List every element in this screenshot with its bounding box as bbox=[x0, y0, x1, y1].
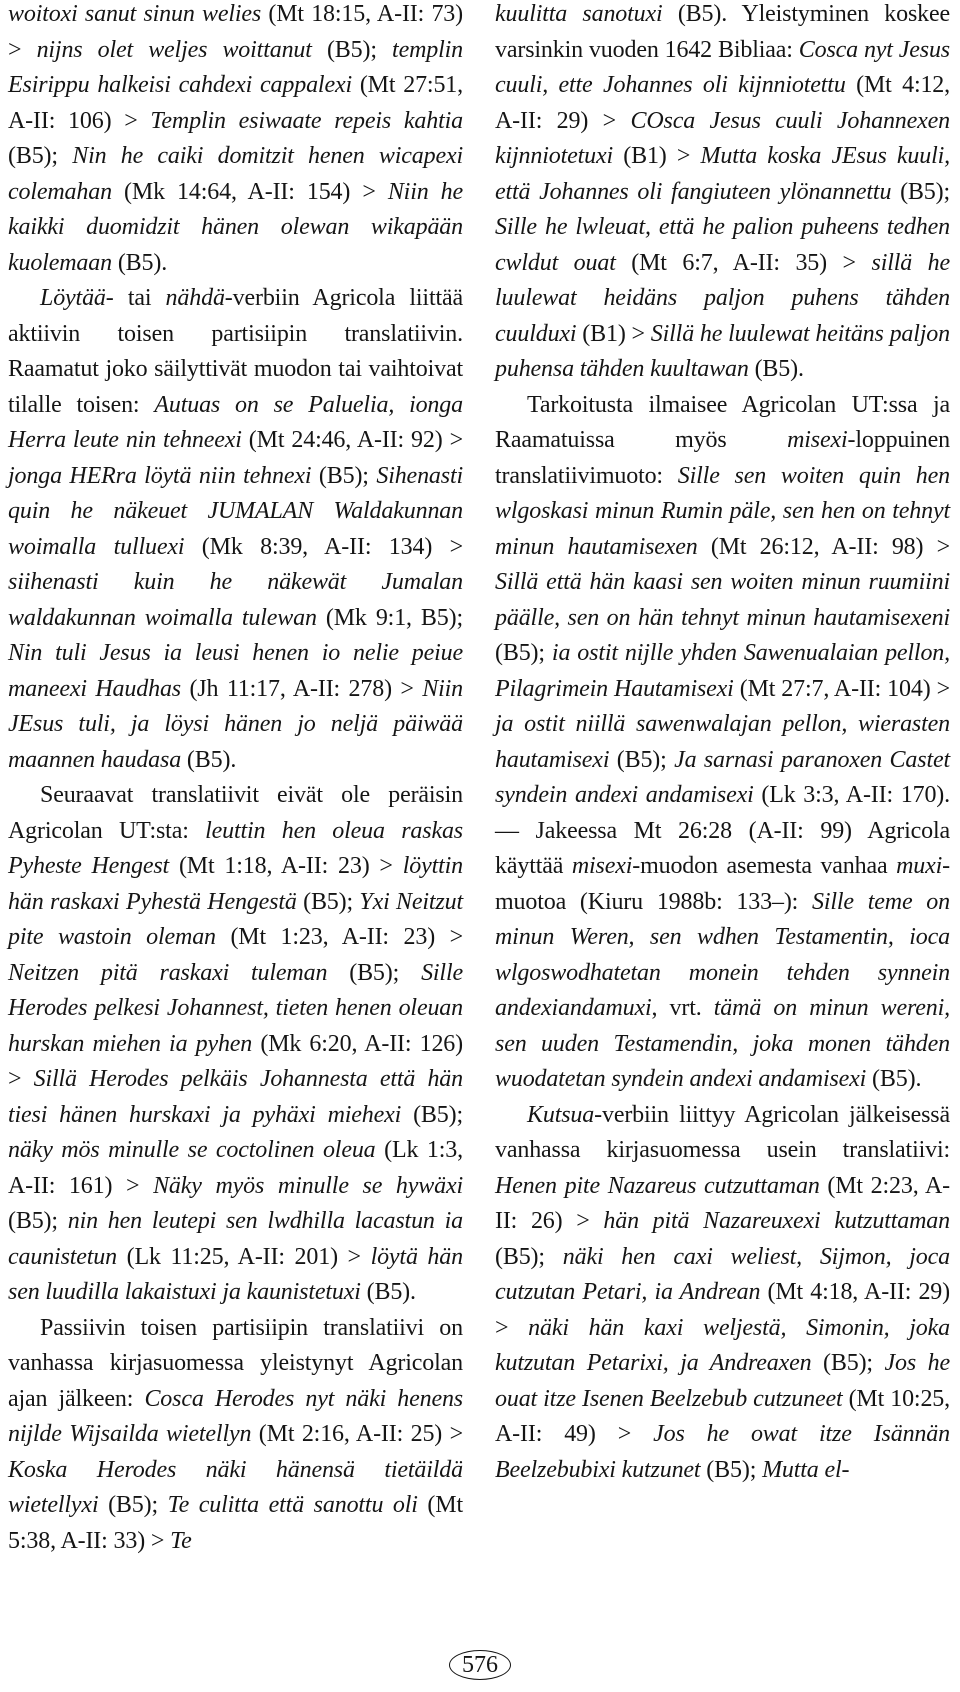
paragraph: woitoxi sanut sinun welies (Mt 18:15, A-II: 73) > nijns olet weljes woittanut (B5); templin Esirippu halkeisi cahdexi cappalexi (Mt 27:51, A-II: 106) > Templin esiwaate repeis kahtia (B5); Nin he caiki domitzit henen wicapexi colemahan (Mk 14:64, A-II: 154) > Niin he kaikki duomidzit hänen olewan wikapään kuolemaan (B5). bbox=[8, 1, 463, 276]
paragraph: kuulitta sanotuxi (B5). Yleistyminen koskee varsinkin vuoden 1642 Bibliaa: Cosca nyt Jesus cuuli, ette Johannes oli kijnniotettu (Mt 4:12, A-II: 29) > COsca Jesus cuuli Johannexen kijnniotetuxi (B1) > Mutta koska JEsus kuuli, että Johannes oli fangiuteen ylönannettu (B5); Sille he lwleuat, että he palion puheens tedhen cwldut ouat (Mt 6:7, A-II: 35) > sillä he luulewat heidäns paljon puhens tähden cuulduxi (B1) > Sillä he luulewat heitäns paljon puhensa tähden kuultawan (B5). bbox=[495, 1, 951, 382]
right-column bbox=[495, 0, 950, 1559]
paragraph: Löytää- tai nähdä-verbiin Agricola liittää aktiivin toisen partisiipin translatiivin. Raamatut joko säilyttivät muodon tai vaihtoivat tilalle toisen: Autuas on se Paluelia, ionga Herra leute nin tehneexi (Mt 24:46, A-II: 92) > jonga HERra löytä niin tehnexi (B5); Sihenasti quin he näkeuet JUMALAN Waldakunnan woimalla tulluexi (Mk 8:39, A-II: 134) > siihenasti kuin he näkewät Jumalan waldakunnan woimalla tulewan (Mk 9:1, B5); Nin tuli Jesus ia leusi henen io nelie peiue maneexi Haudhas (Jh 11:17, A-II: 278) > Niin JEsus tuli, ja löysi hänen jo neljä päiwää maannen haudasa (B5). bbox=[8, 285, 463, 773]
paragraph: Passiivin toisen partisiipin translatiivi on vanhassa kirjasuomessa yleistynyt Agricolan ajan jälkeen: Cosca Herodes nyt näki henens nijlde Wijsailda wietellyn (Mt 2:16, A-II: 25) > Koska Herodes näki hänensä tietäildä wietellyxi (B5); Te culitta että sanottu oli (Mt 5:38, A-II: 33) > Te bbox=[8, 1314, 463, 1554]
paragraph: Kutsua-verbiin liittyy Agricolan jälkeisessä vanhassa kirjasuomessa usein translatiivi: Henen pite Nazareus cutzuttaman (Mt 2:23, A-II: 26) > hän pitä Nazareuxexi kutzuttaman (B5); näki hen caxi weliest, Sijmon, joca cutzutan Petari, ia Andrean (Mt 4:18, A-II: 29) > näki hän kaxi weljestä, Simonin, joka kutzutan Petarixi, ja Andreaxen (B5); Jos he ouat itze Isenen Beelzebub cutzuneet (Mt 10:25, A-II: 49) > Jos he owat itze Isännän Beelzebubixi kutzunet (B5); Mutta el- bbox=[495, 1101, 950, 1483]
page-number-label: 576 bbox=[449, 1650, 511, 1680]
left-column bbox=[8, 0, 463, 1559]
page-number bbox=[0, 1650, 960, 1680]
paragraph: Seuraavat translatiivit eivät ole peräisin Agricolan UT:sta: leuttin hen oleua raskas Pyheste Hengest (Mt 1:18, A-II: 23) > löyttin hän raskaxi Pyhestä Hengestä (B5); Yxi Neitzut pite wastoin oleman (Mt 1:23, A-II: 23) > Neitzen pitä raskaxi tuleman (B5); Sille Herodes pelkesi Johannest, tieten henen oleuan hurskan miehen ia pyhen (Mk 6:20, A-II: 126) > Sillä Herodes pelkäis Johannesta että hän tiesi hänen hurskaxi ja pyhäxi miehexi (B5); näky mös minulle se coctolinen oleua (Lk 1:3, A-II: 161) > Näky myös minulle se hywäxi (B5); nin hen leutepi sen lwdhilla lacastun ia caunistetun (Lk 11:25, A-II: 201) > löytä hän sen luudilla lakaistuxi ja kaunistetuxi (B5). bbox=[8, 782, 464, 1305]
paragraph: Tarkoitusta ilmaisee Agricolan UT:ssa ja Raamatuissa myös misexi-loppuinen translatiivimuoto: Sille sen woiten quin hen wlgoskasi minun Rumin päle, sen hen on tehnyt minun hautamisexen (Mt 26:12, A-II: 98) > Sillä että hän kaasi sen woiten minun ruumiini päälle, sen on hän tehnyt minun hautamisexeni (B5); ia ostit nijlle yhden Sawenualaian pellon, Pilagrimein Hautamisexi (Mt 27:7, A-II: 104) > ja ostit niillä sawenwalajan pellon, wierasten hautamisexi (B5); Ja sarnasi paranoxen Castet syndein andexi andamisexi (Lk 3:3, A-II: 170). — Jakeessa Mt 26:28 (A-II: 99) Agricola käyttää misexi-muodon asemesta vanhaa muxi-muotoa (Kiuru 1988b: 133–): Sille teme on minun Weren, sen wdhen Testamentin, ioca wlgoswodhatetan monein tehden synnein andexiandamuxi, vrt. tämä on minun wereni, sen uuden Testamendin, joka monen tähden wuodatetan syndein andexi andamisexi (B5). bbox=[495, 391, 951, 1092]
text-columns bbox=[8, 0, 950, 1559]
